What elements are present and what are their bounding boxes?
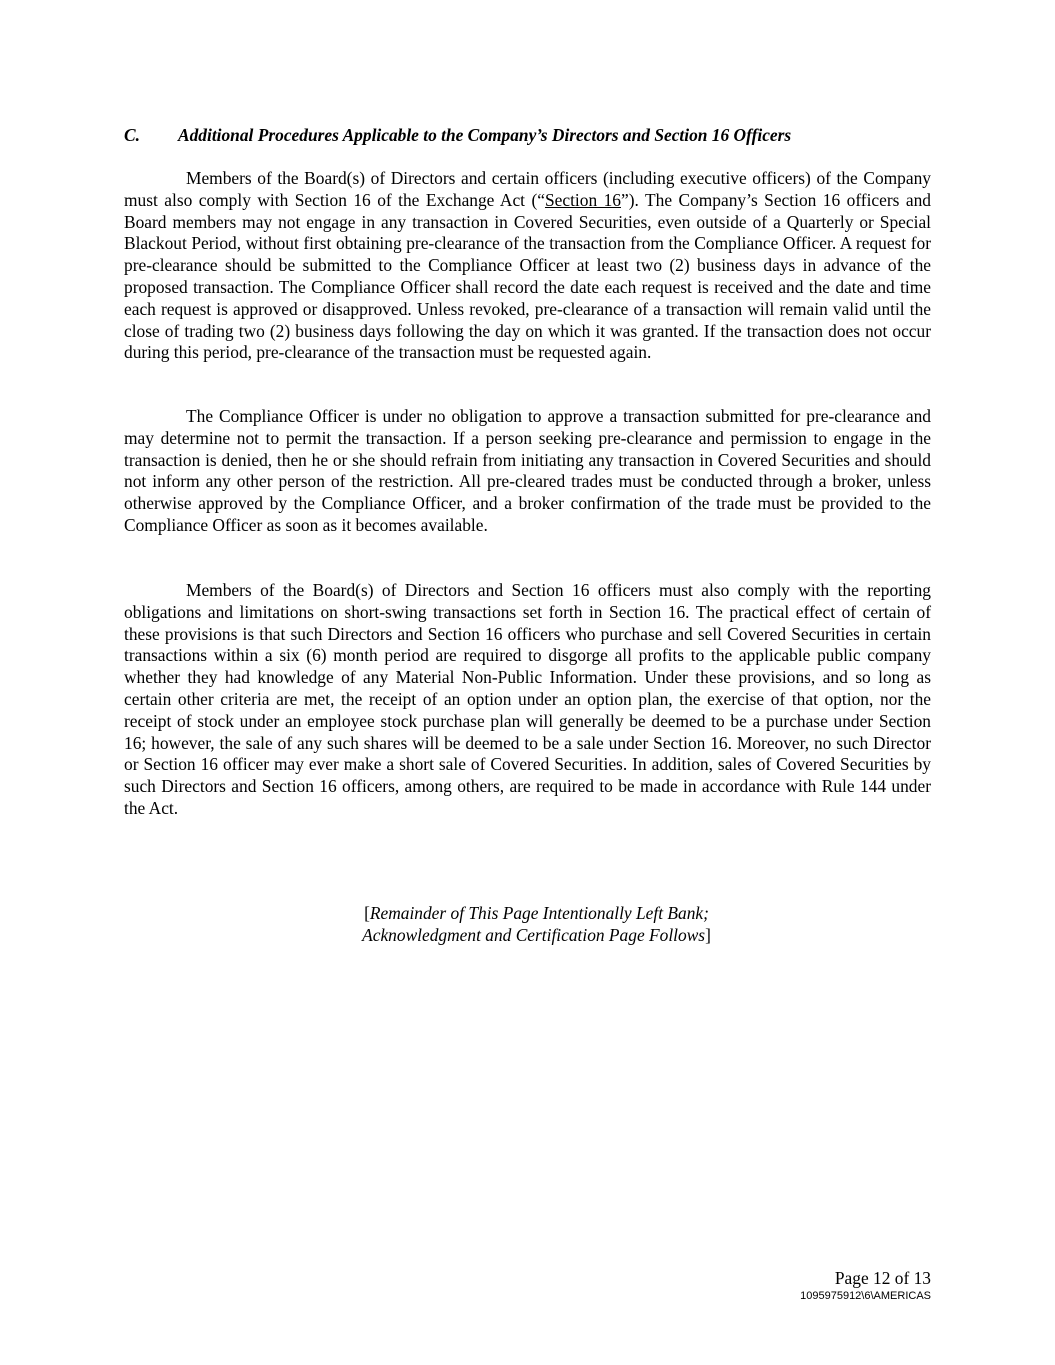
paragraph-preclearance-text-start: Members of the Board(s) of Directors and certain officers (including executive officers) of the Company must also comply with Section 16 of the Exchange Act (“ [124,168,931,210]
remainder-line-2: Acknowledgment and Certification Page Follows [362,925,706,945]
section-heading [124,124,931,146]
paragraph-short-swing: Members of the Board(s) of Directors and Section 16 officers must also comply with the reporting obligations and limitations on short-swing transactions set forth in Section 16. The practical effect of certain of these provisions is that such Directors and Section 16 officers who purchase and sell Covered Securities in certain transactions within a six (6) month period are required to disgorge all profits to the applicable public company whether they had knowledge of any Material Non-Public Information. Under these provisions, and so long as certain other criteria are met, the receipt of an option under an option plan, the exercise of that option, nor the receipt of stock under an employee stock purchase plan will generally be deemed to be a purchase under Section 16; however, the sale of any such shares will be deemed to be a sale under Section 16. Moreover, no such Director or Section 16 officer may ever make a short sale of Covered Securities. In addition, sales of Covered Securities by such Directors and Section 16 officers, among others, are required to be made in accordance with Rule 144 under the Act. [124,580,931,818]
page-number: Page 12 of 13 [834,1268,931,1288]
remainder-notice [124,902,949,946]
defined-term-section-16: Section 16 [544,189,621,210]
document-page [124,0,931,1365]
section-letter: C. [124,125,140,145]
remainder-close-bracket: ] [705,925,711,945]
section-title: Additional Procedures Applicable to the Company’s Directors and Section 16 Officers [178,125,792,145]
remainder-line-1: Remainder of This Page Intentionally Left Bank; [369,903,709,923]
paragraph-compliance-officer: The Compliance Officer is under no obligation to approve a transaction submitted for pre-clearance and may determine not to permit the transaction. If a person seeking pre-clearance and permission to engage in the transaction is denied, then he or she should refrain from initiating any transaction in Covered Securities and should not inform any other person of the restriction. All pre-cleared trades must be conducted through a broker, unless otherwise approved by the Compliance Officer, and a broker confirmation of the trade must be provided to the Compliance Officer as soon as it becomes available. [124,406,931,535]
remainder-open-bracket: [ [364,903,370,923]
document-id: 1095975912\6\AMERICAS [800,1290,931,1302]
paragraph-preclearance [124,168,931,364]
paragraph-preclearance-text-end: ”). The Company’s Section 16 officers and Board members may not engage in any transaction in Covered Securities, even outside of a Quarterly or Special Blackout Period, without first obtaining pre-clearance of the transaction from the Compliance Officer. A request for pre-clearance should be submitted to the Compliance Officer at least two (2) business days in advance of the proposed transaction. The Compliance Officer shall record the date each request is received and the date and time each request is approved or disapproved. Unless revoked, pre-clearance of a transaction will remain valid until the close of trading two (2) business days following the day on which it was granted. If the transaction does not occur during this period, pre-clearance of the transaction must be requested again. [124,189,931,363]
